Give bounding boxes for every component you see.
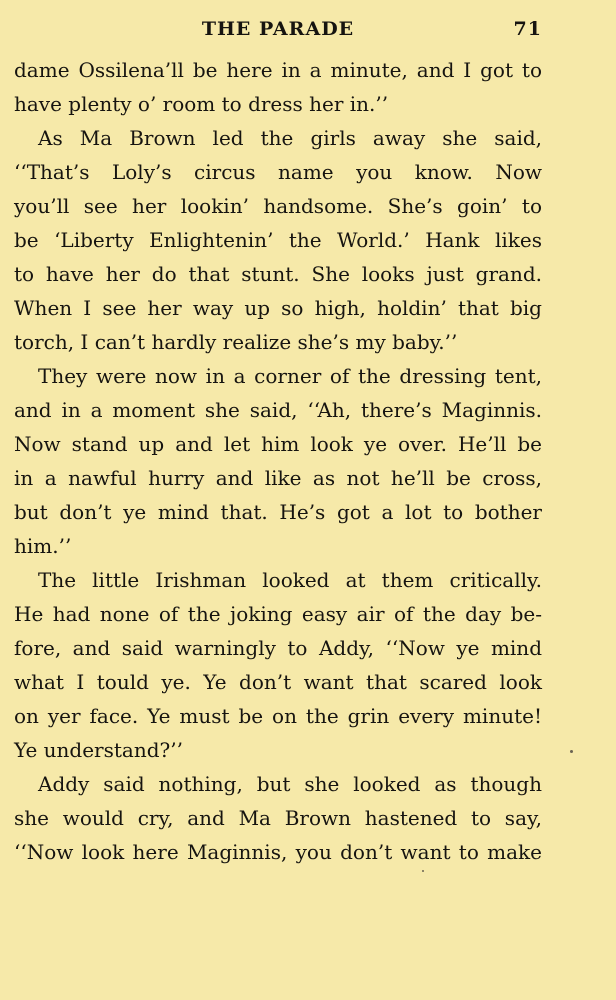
text-line: have plenty o’ room to dress her in.’’ [14,92,389,116]
text-line: you’ll see her lookin’ handsome. She’s goin’ to [14,194,542,218]
text-line: When I see her way up so high, holdin’ that big [14,296,542,320]
text-line: dame Ossilena’ll be here in a minute, and I got to [14,58,542,82]
page-number: 71 [513,18,542,40]
text-line: but don’t ye mind that. He’s got a lot to bother [14,500,542,524]
text-line: ‘‘That’s Loly’s circus name you know. Now [14,160,542,184]
text-line: and in a moment she said, ‘‘Ah, there’s Maginnis. [14,398,542,422]
text-line: torch, I can’t hardly realize she’s my baby.’’ [14,330,458,354]
running-title: THE PARADE [201,18,355,40]
text-line: The little Irishman looked at them critically. [38,568,542,592]
text-line: He had none of the joking easy air of the day be- [14,602,542,626]
text-line: Ye understand?’’ [14,738,183,762]
text-line: she would cry, and Ma Brown hastened to say, [14,806,542,830]
text-line: Addy said nothing, but she looked as though [38,772,542,796]
text-line: Now stand up and let him look ye over. He’ll be [14,432,542,456]
text-line: on yer face. Ye must be on the grin every minute! [14,704,542,728]
text-line: As Ma Brown led the girls away she said, [38,126,542,150]
text-line: in a nawful hurry and like as not he’ll be cross, [14,466,542,490]
text-line: fore, and said warningly to Addy, ‘‘Now ye mind [14,636,542,660]
text-line: They were now in a corner of the dressing tent, [38,364,542,388]
text-line: to have her do that stunt. She looks just grand. [14,262,542,286]
text-line: what I tould ye. Ye don’t want that scared look [14,670,542,694]
text-line: ‘‘Now look here Maginnis, you don’t want to make [14,840,542,864]
paper-speck [570,750,573,753]
text-line: be ‘Liberty Enlightenin’ the World.’ Hank likes [14,228,542,252]
paper-speck [422,870,424,872]
running-head [14,18,542,46]
text-line: him.’’ [14,534,72,558]
